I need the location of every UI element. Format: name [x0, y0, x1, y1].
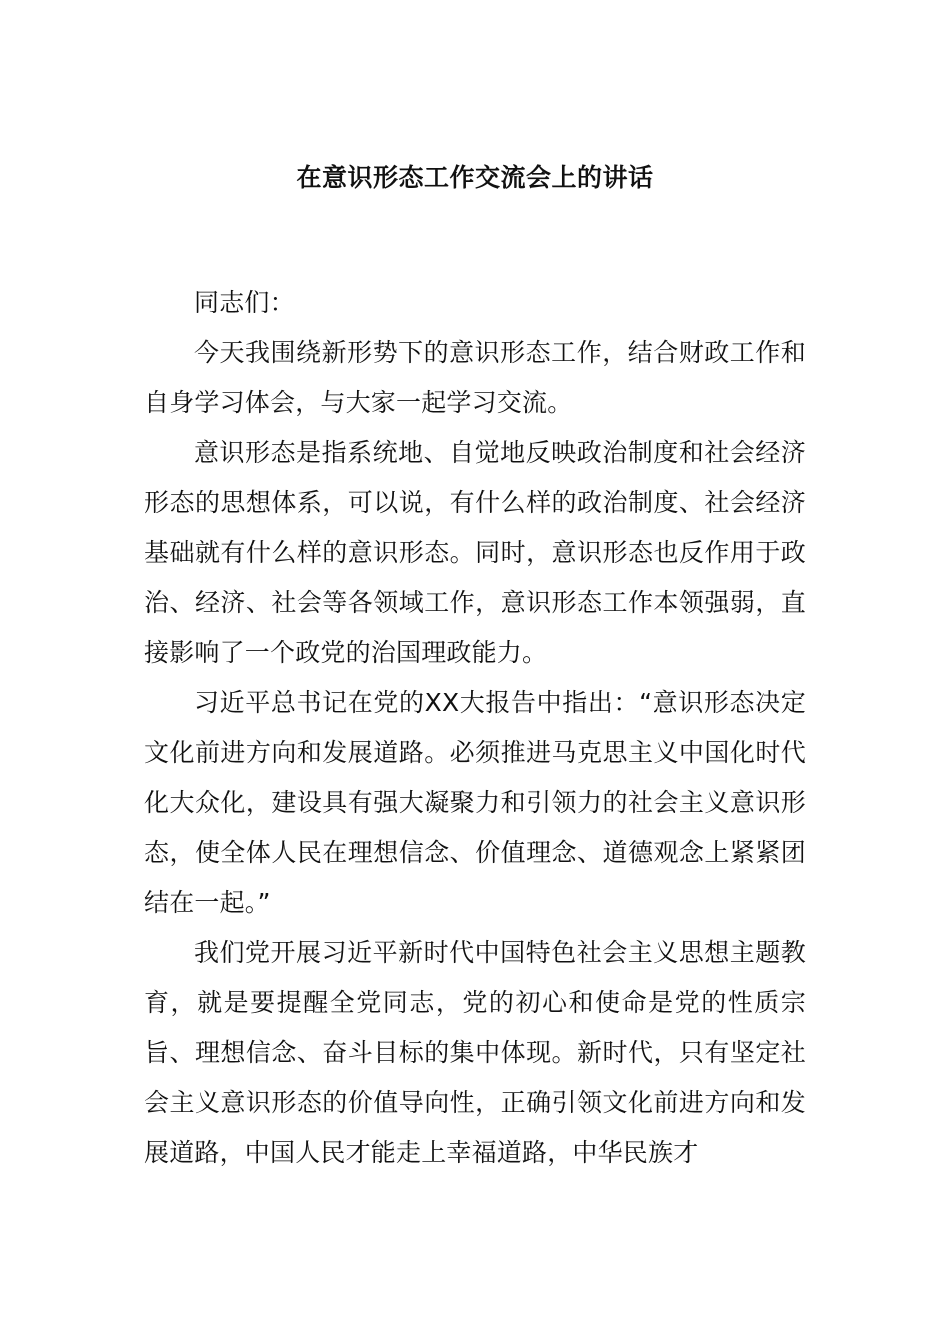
- document-body: [144, 278, 806, 1178]
- document-title: 在意识形态工作交流会上的讲话: [296, 163, 654, 192]
- paragraph: 今天我围绕新形势下的意识形态工作，结合财政工作和自身学习体会，与大家一起学习交流。: [144, 338, 806, 417]
- paragraph: 我们党开展习近平新时代中国特色社会主义思想主题教育，就是要提醒全党同志，党的初心和使命是党的性质宗旨、理想信念、奋斗目标的集中体现。新时代，只有坚定社会主义意识形态的价值导向性，正确引领文化前进方向和发展道路，中国人民才能走上幸福道路，中华民族才: [144, 938, 806, 1167]
- paragraph: 意识形态是指系统地、自觉地反映政治制度和社会经济形态的思想体系，可以说，有什么样的政治制度、社会经济基础就有什么样的意识形态。同时，意识形态也反作用于政治、经济、社会等各领域工作，意识形态工作本领强弱，直接影响了一个政党的治国理政能力。: [144, 438, 806, 667]
- paragraph: 习近平总书记在党的XX大报告中指出：“意识形态决定文化前进方向和发展道路。必须推进马克思主义中国化时代化大众化，建设具有强大凝聚力和引领力的社会主义意识形态，使全体人民在理想信念、价值理念、道德观念上紧紧团结在一起。”: [144, 688, 806, 917]
- salutation: 同志们：: [194, 288, 295, 317]
